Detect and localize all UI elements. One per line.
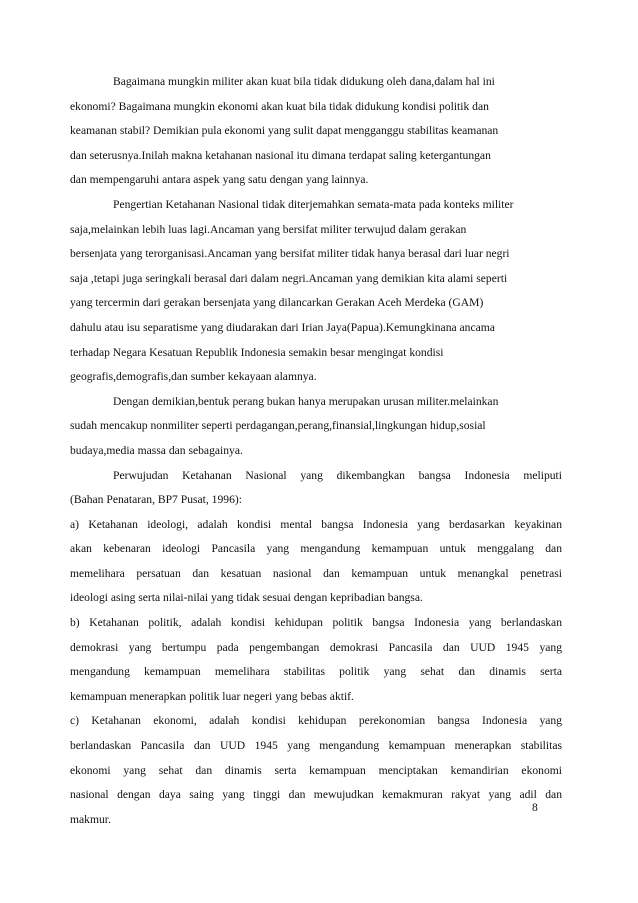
text-line: keamanan stabil? Demikian pula ekonomi yang sulit dapat mengganggu stabilitas keamanan	[70, 124, 499, 138]
text-line: dahulu atau isu separatisme yang diudarakan dari Irian Jaya(Papua).Kemungkinana ancama	[70, 320, 495, 334]
text-line: terhadap Negara Kesatuan Republik Indonesia semakin besar mengingat kondisi	[70, 345, 444, 359]
text-line: mengandung kemampuan memelihara stabilitas politik yang sehat dan dinamis serta	[70, 665, 562, 679]
text-line: dan seterusnya.Inilah makna ketahanan nasional itu dimana terdapat saling ketergantungan	[70, 148, 491, 162]
text-line: ekonomi yang sehat dan dinamis serta kemampuan menciptakan kemandirian ekonomi	[70, 763, 562, 777]
text-line: dan mempengaruhi antara aspek yang satu dengan yang lainnya.	[70, 173, 369, 187]
text-line: Perwujudan Ketahanan Nasional yang dikembangkan bangsa Indonesia meliputi	[113, 468, 562, 482]
text-line: ideologi asing serta nilai-nilai yang tidak sesuai dengan kepribadian bangsa.	[70, 591, 423, 605]
text-line: budaya,media massa dan sebagainya.	[70, 443, 243, 457]
text-line: saja ,tetapi juga seringkali berasal dari dalam negri.Ancaman yang demikian kita alami seperti	[70, 271, 508, 285]
text-line: saja,melainkan lebih luas lagi.Ancaman yang bersifat militer terwujud dalam gerakan	[70, 222, 467, 236]
text-line: nasional dengan daya saing yang tinggi dan mewujudkan kemakmuran rakyat yang adil dan	[70, 788, 562, 802]
text-line: kemampuan menerapkan politik luar negeri yang bebas aktif.	[70, 689, 354, 703]
text-line: makmur.	[70, 812, 111, 826]
text-line: memelihara persatuan dan kesatuan nasional dan kemampuan untuk menangkal penetrasi	[70, 566, 562, 580]
text-line: yang tercermin dari gerakan bersenjata yang dilancarkan Gerakan Aceh Merdeka (GAM)	[70, 296, 484, 310]
text-line: c) Ketahanan ekonomi, adalah kondisi kehidupan perekonomian bangsa Indonesia yang	[70, 714, 562, 728]
text-line: sudah mencakup nonmiliter seperti perdagangan,perang,finansial,lingkungan hidup,sosial	[70, 419, 486, 433]
text-line: bersenjata yang terorganisasi.Ancaman yang bersifat militer tidak hanya berasal dari luar negri	[70, 247, 510, 261]
text-line: Bagaimana mungkin militer akan kuat bila tidak didukung oleh dana,dalam hal ini	[113, 75, 495, 88]
page-number: 8	[532, 801, 538, 814]
text-line: demokrasi yang bertumpu pada pengembangan demokrasi Pancasila dan UUD 1945 yang	[70, 640, 562, 654]
text-line: akan kebenaran ideologi Pancasila yang mengandung kemampuan untuk menggalang dan	[70, 542, 562, 556]
text-line: Pengertian Ketahanan Nasional tidak diterjemahkan semata-mata pada konteks militer	[113, 197, 514, 211]
text-line: geografis,demografis,dan sumber kekayaan alamnya.	[70, 370, 317, 384]
text-line: b) Ketahanan politik, adalah kondisi kehidupan politik bangsa Indonesia yang berlandaskan	[70, 616, 562, 630]
text-line: berlandaskan Pancasila dan UUD 1945 yang mengandung kemampuan menerapkan stabilitas	[70, 739, 562, 753]
text-line: a) Ketahanan ideologi, adalah kondisi mental bangsa Indonesia yang berdasarkan keyakinan	[70, 517, 562, 531]
text-line: (Bahan Penataran, BP7 Pusat, 1996):	[70, 493, 242, 507]
text-line: Dengan demikian,bentuk perang bukan hanya merupakan urusan militer.melainkan	[113, 394, 499, 408]
text-line: ekonomi? Bagaimana mungkin ekonomi akan kuat bila tidak didukung kondisi politik dan	[70, 99, 489, 113]
document-page	[70, 70, 562, 832]
